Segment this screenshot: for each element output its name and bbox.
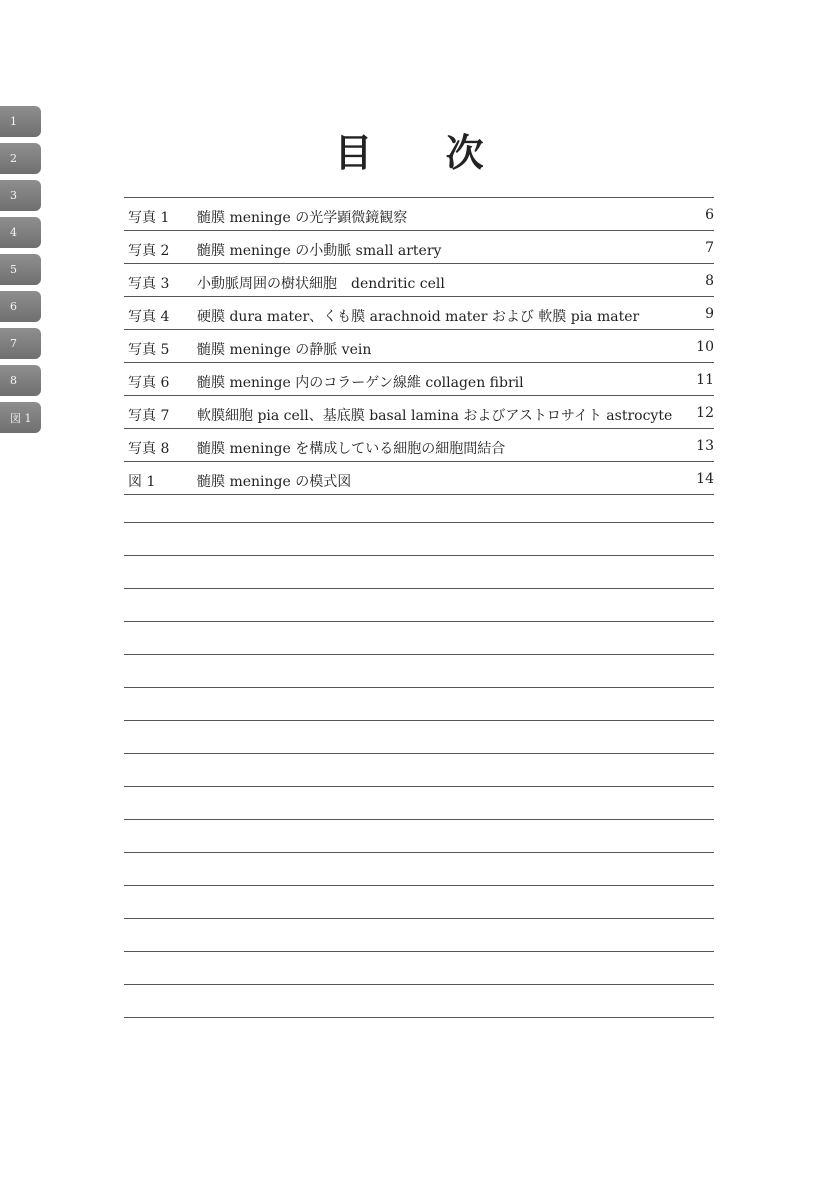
toc-label: 写真 6 xyxy=(128,375,170,391)
ruled-line xyxy=(124,555,714,556)
toc-label: 写真 2 xyxy=(128,243,170,259)
ruled-line xyxy=(124,951,714,952)
toc-title[interactable]: 軟膜細胞 pia cell、基底膜 basal lamina およびアストロサイト astrocyte xyxy=(197,408,673,424)
ruled-line xyxy=(124,1017,714,1018)
toc-page-number: 6 xyxy=(705,207,714,223)
ruled-line xyxy=(124,654,714,655)
toc-label: 写真 7 xyxy=(128,408,170,424)
side-tab-3[interactable]: 3 xyxy=(0,180,41,211)
toc-row[interactable] xyxy=(124,462,714,495)
toc-title[interactable]: 髄膜 meninge の光学顕微鏡観察 xyxy=(197,210,408,226)
side-tab-4[interactable]: 4 xyxy=(0,217,41,248)
toc-title[interactable]: 髄膜 meninge 内のコラーゲン線維 collagen fibril xyxy=(197,375,524,391)
toc-title[interactable]: 髄膜 meninge の静脈 vein xyxy=(197,342,372,358)
page-title: 目 次 xyxy=(334,130,514,175)
toc-page-number: 8 xyxy=(705,273,714,289)
ruled-line xyxy=(124,984,714,985)
side-tab-1[interactable]: 1 xyxy=(0,106,41,137)
ruled-line xyxy=(124,720,714,721)
toc-label: 写真 4 xyxy=(128,309,170,325)
toc-page-number: 11 xyxy=(696,372,714,388)
toc-page-number: 12 xyxy=(696,405,714,421)
ruled-line xyxy=(124,687,714,688)
toc-page-number: 13 xyxy=(696,438,714,454)
ruled-line xyxy=(124,522,714,523)
toc-title[interactable]: 小動脈周囲の樹状細胞 dendritic cell xyxy=(197,276,445,292)
ruled-line xyxy=(124,786,714,787)
toc-row[interactable] xyxy=(124,198,714,231)
toc-label: 写真 3 xyxy=(128,276,170,292)
toc-row[interactable] xyxy=(124,231,714,264)
toc-title[interactable]: 髄膜 meninge の模式図 xyxy=(197,474,352,490)
toc-row[interactable] xyxy=(124,330,714,363)
side-tab-2[interactable]: 2 xyxy=(0,143,41,174)
toc-title[interactable]: 髄膜 meninge の小動脈 small artery xyxy=(197,243,442,259)
side-tab-7[interactable]: 7 xyxy=(0,328,41,359)
side-tab-5[interactable]: 5 xyxy=(0,254,41,285)
toc-label: 写真 8 xyxy=(128,441,170,457)
toc-label: 写真 5 xyxy=(128,342,170,358)
toc-row[interactable] xyxy=(124,297,714,330)
toc-page-number: 14 xyxy=(696,471,714,487)
side-tab-8[interactable]: 8 xyxy=(0,365,41,396)
toc-page-number: 10 xyxy=(696,339,714,355)
ruled-line xyxy=(124,621,714,622)
ruled-line xyxy=(124,819,714,820)
toc-row[interactable] xyxy=(124,396,714,429)
toc-label: 写真 1 xyxy=(128,210,170,226)
toc-title[interactable]: 硬膜 dura mater、くも膜 arachnoid mater および 軟膜 pia mater xyxy=(197,309,640,325)
toc-row[interactable] xyxy=(124,264,714,297)
ruled-line xyxy=(124,588,714,589)
ruled-line xyxy=(124,885,714,886)
side-tab-6[interactable]: 6 xyxy=(0,291,41,322)
ruled-line xyxy=(124,918,714,919)
toc-page-number: 7 xyxy=(705,240,714,256)
ruled-line xyxy=(124,753,714,754)
toc-page-number: 9 xyxy=(705,306,714,322)
ruled-line xyxy=(124,852,714,853)
side-tab-figure-1[interactable]: 図 1 xyxy=(0,402,41,433)
table-of-contents xyxy=(124,197,714,495)
toc-row[interactable] xyxy=(124,363,714,396)
toc-title[interactable]: 髄膜 meninge を構成している細胞の細胞間結合 xyxy=(197,441,506,457)
toc-label: 図 1 xyxy=(128,474,156,490)
toc-row[interactable] xyxy=(124,429,714,462)
